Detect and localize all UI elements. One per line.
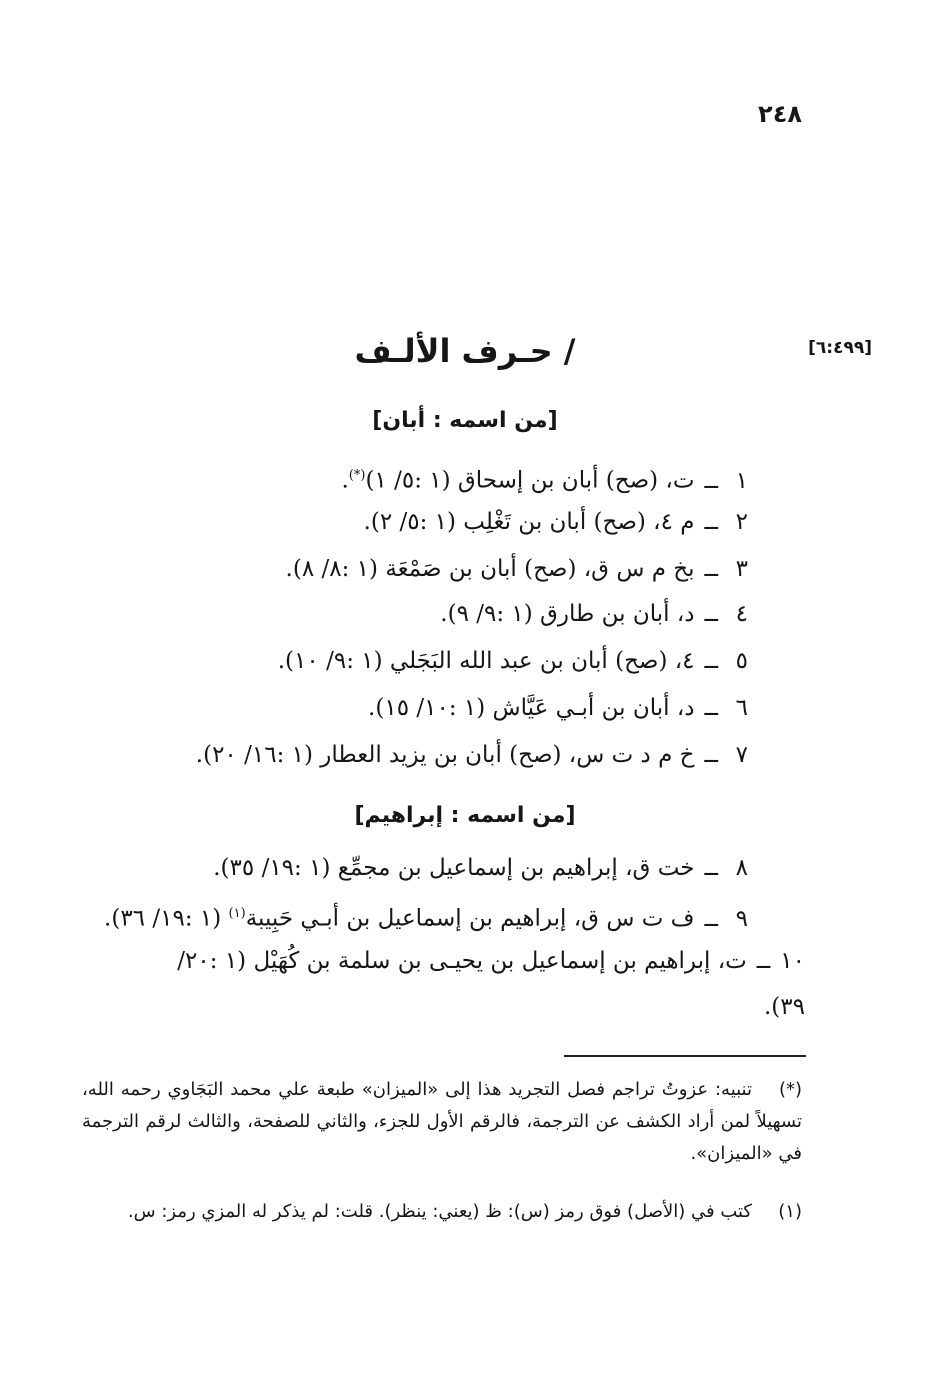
entry-text: ت، إبراهيم بن إسماعيل بن يحيـى بن سلمة بن كُهَيْل (١ :٢٠/ xyxy=(177,948,747,974)
entry-number: ٩ xyxy=(735,905,748,932)
entry-6 xyxy=(368,692,748,724)
entry-tail: . xyxy=(341,467,349,494)
entry-dash: ــ xyxy=(704,742,718,768)
entry-text: خت ق، إبراهيم بن إسماعيل بن مجمِّع (١ :١٩/ ٣٥). xyxy=(213,855,695,881)
margin-reference: [٦:٤٩٩] xyxy=(808,338,872,358)
footnote-ref: (*) xyxy=(348,468,366,483)
entry-text: بخ م س ق، (صح) أبان بن صَمْعَة (١ :٨/ ٨). xyxy=(285,556,695,582)
entry-8 xyxy=(213,852,748,884)
entry-number: ٤ xyxy=(735,601,748,627)
entry-5 xyxy=(278,645,748,677)
section-heading-ibrahim: [من اسمه : إبراهيم] xyxy=(354,803,576,828)
entry-number: ١ xyxy=(735,467,748,494)
entry-number: ١٠ xyxy=(780,948,805,974)
entry-number: ٣ xyxy=(735,556,748,582)
entry-dash: ــ xyxy=(704,855,718,881)
entry-1 xyxy=(341,460,748,497)
entry-dash: ــ xyxy=(756,948,771,974)
entry-3 xyxy=(286,553,748,585)
entry-9 xyxy=(104,898,748,935)
entry-text: خ م د ت س، (صح) أبان بن يزيد العطار (١ :١٦/ ٢٠). xyxy=(195,742,695,768)
entry-tail: (١ :١٩/ ٣٦). xyxy=(104,905,229,932)
entry-dash: ــ xyxy=(704,509,718,535)
entry-dash: ــ xyxy=(704,556,718,582)
entry-number: ٥ xyxy=(735,648,748,674)
entry-text: ٤، (صح) أبان بن عبد الله البَجَلي (١ :٩/ ١٠). xyxy=(277,648,695,674)
entry-text: د، أبان بن طارق (١ :٩/ ٩). xyxy=(440,601,695,627)
entry-number: ٦ xyxy=(735,695,748,721)
footnote-mark: (*) xyxy=(778,1079,802,1100)
entry-dash: ــ xyxy=(704,695,718,721)
entry-number: ٧ xyxy=(735,742,748,768)
entry-4 xyxy=(440,598,748,630)
entry-text: ف ت س ق، إبراهيم بن إسماعيل بن أبـي حَبِيبة xyxy=(245,905,695,932)
chapter-title: / حـرف الألـف xyxy=(354,332,576,370)
entry-10-continuation: ٣٩). xyxy=(763,994,805,1020)
entry-10 xyxy=(177,945,805,977)
footnote-mark: (١) xyxy=(778,1201,802,1222)
footnote-1 xyxy=(82,1196,802,1228)
entry-text: د، أبان بن أبـي عَيَّاش (١ :١٠/ ١٥). xyxy=(368,695,695,721)
footnote-divider xyxy=(564,1055,806,1057)
entry-number: ٨ xyxy=(735,855,748,881)
entry-2 xyxy=(364,506,748,538)
section-heading-aban: [من اسمه : أبان] xyxy=(372,408,558,433)
entry-dash: ــ xyxy=(704,905,718,932)
footnote-ref: (١) xyxy=(228,906,246,921)
entry-dash: ــ xyxy=(704,467,718,494)
entry-number: ٢ xyxy=(735,509,748,535)
entry-text: ت، (صح) أبان بن إسحاق (١ :٥/ ١) xyxy=(365,467,695,494)
entry-text: م ٤، (صح) أبان بن تَغْلِب (١ :٥/ ٢). xyxy=(363,509,695,535)
footnote-star xyxy=(82,1074,802,1170)
entry-dash: ــ xyxy=(704,648,718,674)
entry-dash: ــ xyxy=(704,601,718,627)
footnote-text: كتب في (الأصل) فوق رمز (س): ظ (يعني: ينظر). قلت: لم يذكر له المزي رمز: س. xyxy=(127,1201,752,1222)
page-number: ٢٤٨ xyxy=(758,100,802,128)
footnote-text: تنبيه: عزوتُ تراجم فصل التجريد هذا إلى «الميزان» طبعة علي محمد البَجَاوي رحمه الله، تسهيلاً لمن أراد الكشف عن الترجمة، فالرقم الأول للجزء، والثاني للصفحة، والثالث لرقم الترجمة في «الميزان». xyxy=(82,1079,802,1164)
entry-7 xyxy=(196,739,748,771)
